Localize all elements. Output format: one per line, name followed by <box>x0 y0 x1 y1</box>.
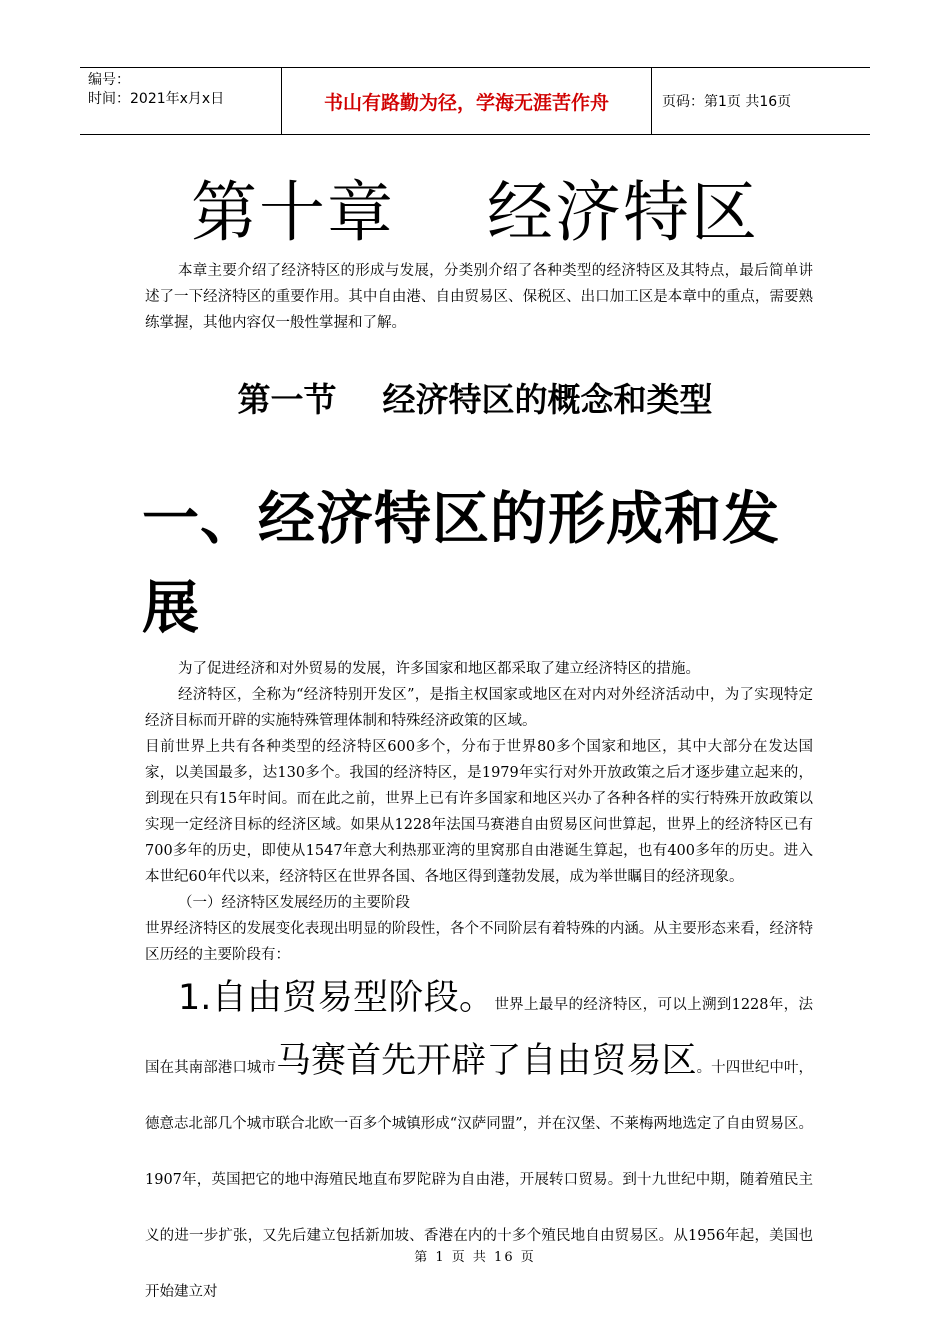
subheading: 一、经济特区的形成和发展 <box>142 485 780 641</box>
paragraph: 目前世界上共有各种类型的经济特区600多个，分布于世界80多个国家和地区，其中大部分在发达国家，以美国最多，达130多个。我国的经济特区，是1979年实行对外开放政策之后才逐步建立起来的，到现在只有15年时间。而在此之前，世界上已有许多国家和地区兴办了各种各样的实行特殊开放政策以实现一定经济目标的经济区域。如果从1228年法国马赛港自由贸易区问世算起，世界上的经济特区已有700多年的历史，即使从1547年意大利热那亚湾的里窝那自由港诞生算起，也有400多年的历史。进入本世纪60年代以来，经济特区在世界各国、各地区得到蓬勃发展，成为举世瞩目的经济现象。 <box>145 739 813 885</box>
paragraph: 经济特区，全称为“经济特别开发区”，是指主权国家或地区在对内对外经济活动中，为了实现特定经济目标而开辟的实施特殊管理体制和特殊经济政策的区域。 <box>145 687 813 729</box>
subsection-heading: （一）经济特区发展经历的主要阶段 <box>178 895 410 911</box>
paragraph: 世界经济特区的发展变化表现出明显的阶段性，各个不同阶层有着特殊的内涵。从主要形态来看，经济特区历经的主要阶段有： <box>145 921 813 963</box>
paragraph: 为了促进经济和对外贸易的发展，许多国家和地区都采取了建立经济特区的措施。 <box>178 661 700 677</box>
body-paragraphs <box>145 656 813 1320</box>
header-meta-cell <box>80 68 282 134</box>
text-run: 世界上最早的经济特区，可以上溯到1228年，法国在其南部港口城市 <box>145 997 813 1076</box>
date-label: 时间：2021年x月x日 <box>88 91 225 107</box>
text-run: 。十四世纪中叶，德意志北部几个城市联合北欧一百多个城镇形成“汉萨同盟”，并在汉堡、不莱梅两地选定了自由贸易区。1907年，英国把它的地中海殖民地直布罗陀辟为自由港，开展转口贸易。到十九世纪中期，随着殖民主义的进一步扩张，又先后建立包括新加坡、香港在内的十多个殖民地自由贸易区。从1956年起，美国也开始建立对 <box>145 1060 813 1300</box>
stage-heading: 1.自由贸易型阶段。 <box>178 978 495 1018</box>
chapter-intro: 本章主要介绍了经济特区的形成与发展，分类别介绍了各种类型的经济特区及其特点，最后简单讲述了一下经济特区的重要作用。其中自由港、自由贸易区、保税区、出口加工区是本章中的重点，需要熟练掌握，其他内容仅一般性掌握和了解。 <box>145 263 813 331</box>
paragraph-mixed <box>145 970 813 1320</box>
chapter-title: 第十章 经济特区 <box>191 174 759 251</box>
page-footer: 第 1 页 共 16 页 <box>414 1250 536 1265</box>
header-page-info: 页码：第1页 共16页 <box>662 94 792 110</box>
doc-number-label: 编号： <box>88 72 130 88</box>
document-header <box>80 67 870 135</box>
section-title: 第一节 经济特区的概念和类型 <box>237 380 713 419</box>
header-motto: 书山有路勤为径，学海无涯苦作舟 <box>282 68 652 134</box>
emphasis-run: 马赛首先开辟了自由贸易区 <box>275 1041 697 1081</box>
